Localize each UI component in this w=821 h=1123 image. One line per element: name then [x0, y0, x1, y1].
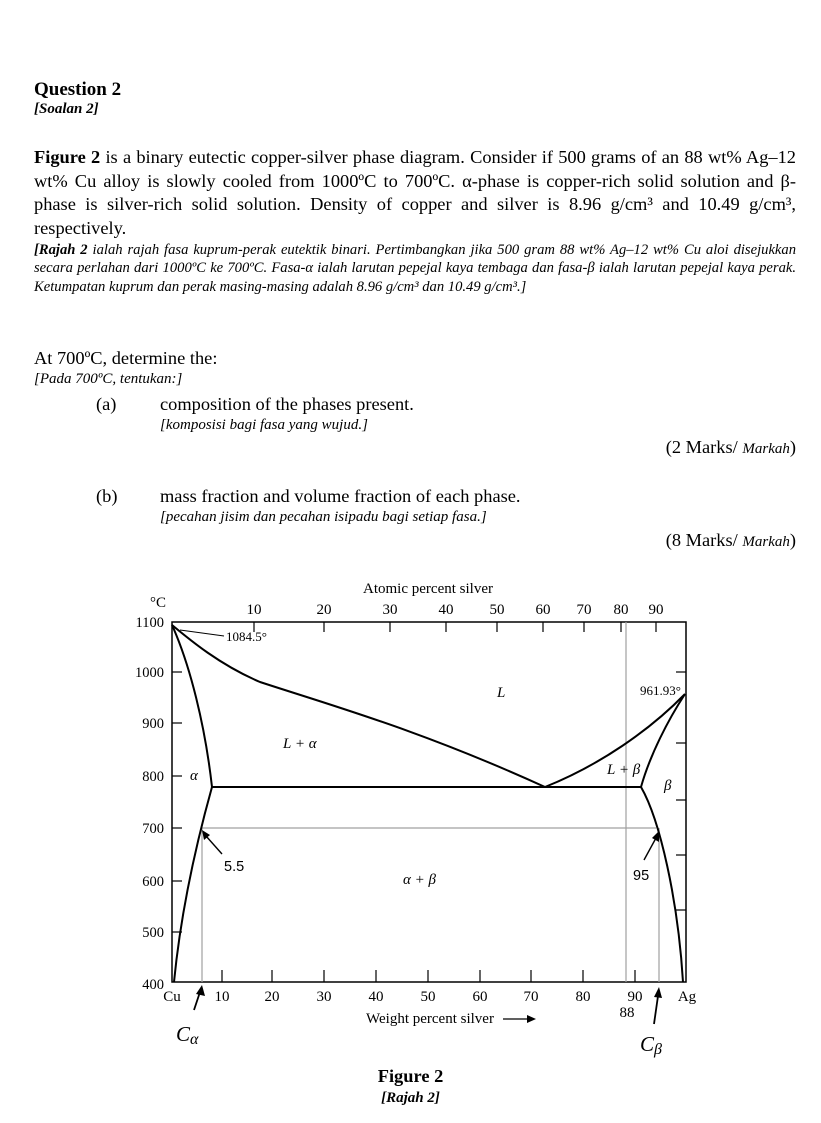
- bottom-tick-30: 30: [316, 989, 332, 1005]
- c-alpha-label: Cα: [176, 1022, 199, 1048]
- determine-prompt-malay: [Pada 700ºC, tentukan:]: [34, 371, 183, 387]
- part-a-text: composition of the phases present.: [160, 394, 414, 414]
- y-tick-900: 900: [142, 716, 164, 732]
- y-axis-labels: [135, 615, 164, 993]
- top-axis-ticks: [247, 602, 664, 618]
- phase-diagram: [0, 570, 821, 1060]
- region-alpha-beta: α + β: [403, 872, 436, 888]
- top-tick-60: 60: [535, 602, 551, 618]
- region-liquid-beta: L + β: [607, 762, 641, 778]
- figure-reference-malay: [Rajah 2: [34, 242, 88, 258]
- bottom-end-cu: Cu: [163, 989, 181, 1005]
- y-tick-400: 400: [142, 977, 164, 993]
- y-tick-500: 500: [142, 925, 164, 941]
- y-tick-1100: 1100: [135, 615, 164, 631]
- callout-beta-arrow: [644, 831, 659, 860]
- reference-lines: [202, 622, 659, 982]
- y-tick-1000: 1000: [135, 665, 164, 681]
- bottom-tick-70: 70: [523, 989, 539, 1005]
- y-tick-marks: [172, 672, 686, 932]
- y-tick-800: 800: [142, 769, 164, 785]
- figure-reference: Figure 2: [34, 147, 101, 167]
- solidus-beta: [641, 694, 685, 787]
- question-title: Question 2: [34, 79, 122, 100]
- callout-alpha-value: 5.5: [224, 859, 245, 875]
- region-liquid-alpha: L + α: [283, 736, 317, 752]
- liquidus-alpha: [172, 625, 545, 787]
- bottom-axis-title: Weight percent silver: [366, 1011, 494, 1027]
- part-b-marks: (8 Marks/ Markah): [665, 530, 796, 550]
- part-a-text-malay: [komposisi bagi fasa yang wujud.]: [160, 417, 368, 433]
- solvus-alpha: [174, 787, 212, 982]
- top-tick-40: 40: [438, 602, 454, 618]
- figure-caption: Figure 2: [377, 1066, 444, 1086]
- bottom-tick-10: 10: [214, 989, 230, 1005]
- bottom-tick-50: 50: [420, 989, 436, 1005]
- part-b-text: mass fraction and volume fraction of each phase.: [160, 486, 521, 506]
- part-b-label: (b): [96, 486, 118, 506]
- region-liquid: L: [497, 685, 506, 701]
- top-tick-10: 10: [246, 602, 262, 618]
- top-tick-80: 80: [613, 602, 629, 618]
- part-a-label: (a): [96, 394, 117, 414]
- c-beta-label: Cβ: [640, 1032, 662, 1058]
- ag-melting-point: 961.93°: [640, 683, 681, 698]
- part-b-text-malay: [pecahan jisim dan pecahan isipadu bagi setiap fasa.]: [160, 509, 487, 525]
- region-alpha: α: [190, 768, 198, 784]
- bottom-tick-marks: [222, 970, 635, 982]
- bottom-tick-40: 40: [368, 989, 384, 1005]
- bottom-tick-20: 20: [264, 989, 280, 1005]
- top-tick-30: 30: [382, 602, 398, 618]
- bottom-axis-arrow: [503, 1015, 536, 1023]
- intro-text-malay: ialah rajah fasa kuprum-perak eutektik binari. Pertimbangkan jika 500 gram 88 wt% Ag–12 wt% Cu aloi disejukkan secara perlahan dari 1000ºC ke 700ºC. Fasa-α ialah larutan pepejal kaya tembaga dan fasa-β ialah larutan pepejal kaya perak. Ketumpatan kuprum dan perak masing-masing adalah 8.96 g/cm³ dan 10.49 g/cm³.]: [34, 242, 796, 295]
- top-tick-90: 90: [648, 602, 664, 618]
- top-axis-title: Atomic percent silver: [363, 581, 493, 597]
- part-a-marks: (2 Marks/ Markah): [665, 437, 796, 457]
- solvus-beta: [641, 787, 683, 982]
- top-tick-20: 20: [316, 602, 332, 618]
- y-axis-unit: °C: [150, 595, 167, 611]
- cu-melting-point: 1084.5°: [226, 629, 267, 644]
- y-tick-700: 700: [142, 821, 164, 837]
- bottom-tick-80: 80: [575, 989, 591, 1005]
- callout-beta-value: 95: [633, 868, 650, 884]
- top-tick-marks: [254, 622, 656, 632]
- bottom-tick-90: 90: [627, 989, 643, 1005]
- c-alpha-arrow: [194, 985, 205, 1010]
- question-title-malay: [Soalan 2]: [34, 101, 99, 117]
- solidus-alpha: [172, 625, 212, 787]
- callout-alpha-arrow: [202, 830, 222, 854]
- composition-88-label: 88: [619, 1005, 635, 1021]
- bottom-tick-60: 60: [472, 989, 488, 1005]
- y-tick-600: 600: [142, 874, 164, 890]
- question-intro: [34, 146, 796, 240]
- c-beta-arrow: [654, 987, 662, 1024]
- region-beta: β: [664, 778, 672, 794]
- figure-caption-malay: [Rajah 2]: [381, 1090, 440, 1106]
- cu-melt-leader: [180, 630, 224, 636]
- intro-text: is a binary eutectic copper-silver phase diagram. Consider if 500 grams of an 88 wt% Ag–12 wt% Cu alloy is slowly cooled from 1000ºC to 700ºC. α-phase is copper-rich solid solution and β-phase is silver-rich solid solution. Density of copper and silver is 8.96 g/cm³ and 10.49 g/cm³, respectively.: [34, 147, 796, 238]
- determine-prompt: At 700ºC, determine the:: [34, 348, 218, 368]
- top-tick-70: 70: [576, 602, 592, 618]
- bottom-end-ag: Ag: [677, 989, 697, 1005]
- phase-boundaries: [172, 625, 685, 982]
- question-intro-malay: [34, 241, 796, 296]
- top-tick-50: 50: [489, 602, 505, 618]
